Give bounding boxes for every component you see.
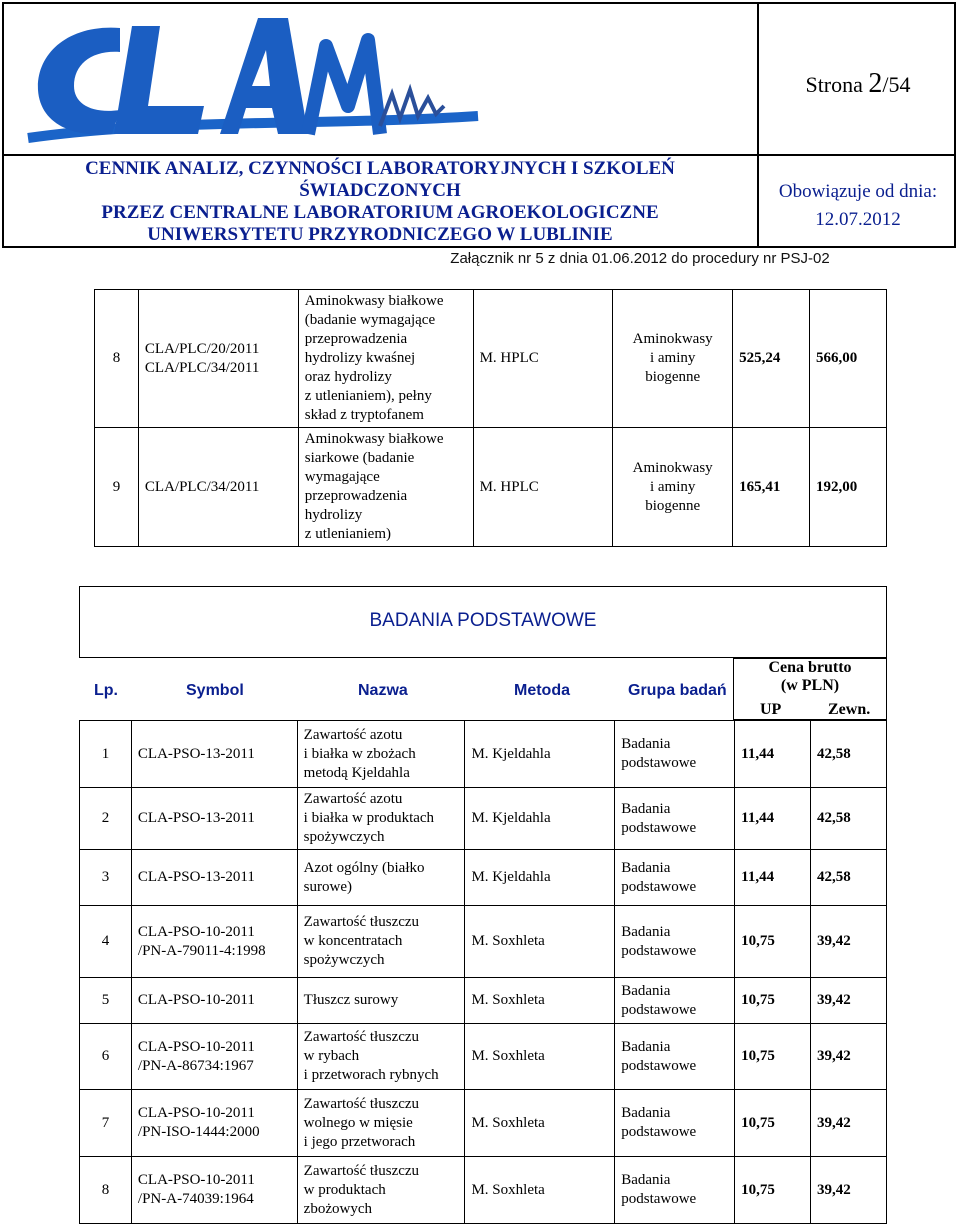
cell-group: Badania podstawowe [615,721,735,788]
cell-price-up: 10,75 [735,1090,811,1157]
cell-method: M. HPLC [473,428,613,547]
page-total: /54 [882,72,911,97]
cell-name: Zawartość azotu i białka w produktach spożywczych [297,788,465,850]
cell-lp: 3 [80,850,132,906]
table-row [95,290,887,428]
valid-label: Obowiązuje od dnia: [778,181,938,202]
annex-note: Załącznik nr 5 z dnia 01.06.2012 do procedury nr PSJ-02 [450,250,830,267]
cell-method: M. Soxhleta [465,906,615,978]
cell-price-zewn: 39,42 [811,978,887,1024]
table-row [80,850,887,906]
cell-lp: 7 [80,1090,132,1157]
validity [760,178,956,234]
cell-group: Badania podstawowe [615,1157,735,1224]
cell-name: Zawartość tłuszczu w produktach zbożowych [297,1157,465,1224]
title-line: PRZEZ CENTRALNE LABORATORIUM AGROEKOLOGICZNE [101,202,659,223]
table-row [95,428,887,547]
cell-symbol: CLA-PSO-10-2011 /PN-A-74039:1964 [131,1157,297,1224]
cell-group: Badania podstawowe [615,850,735,906]
cell-group: Badania podstawowe [615,788,735,850]
cla-logo [8,6,748,150]
basic-tests-table [79,720,887,1224]
cell-price-up: 10,75 [735,1024,811,1090]
cell-method: M. Soxhleta [465,978,615,1024]
cell-lp: 5 [80,978,132,1024]
cell-price-up: 11,44 [735,788,811,850]
cell-method: M. Soxhleta [465,1024,615,1090]
cell-symbol: CLA-PSO-13-2011 [131,850,297,906]
document-title [6,158,754,246]
cell-price-up: 10,75 [735,978,811,1024]
cell-lp: 2 [80,788,132,850]
cell-price-zewn: 39,42 [811,1090,887,1157]
cell-price-zewn: 566,00 [810,290,887,428]
title-line: UNIWERSYTETU PRZYRODNICZEGO W LUBLINIE [147,224,613,245]
cell-symbol: CLA/PLC/20/2011 CLA/PLC/34/2011 [138,290,298,428]
cell-lp: 4 [80,906,132,978]
cell-name: Zawartość tłuszczu wolnego w mięsie i jego przetworach [297,1090,465,1157]
cell-price-up: 11,44 [735,721,811,788]
cell-name: Zawartość azotu i białka w zbożach metodą Kjeldahla [297,721,465,788]
cell-symbol: CLA-PSO-13-2011 [131,721,297,788]
cell-method: M. Kjeldahla [465,850,615,906]
table-row [80,721,887,788]
cell-group: Badania podstawowe [615,1090,735,1157]
cell-name: Zawartość tłuszczu w koncentratach spożywczych [297,906,465,978]
cell-price-zewn: 39,42 [811,906,887,978]
cell-method: M. Kjeldahla [465,788,615,850]
cell-name: Tłuszcz surowy [297,978,465,1024]
title-line: ŚWIADCZONYCH [299,180,461,201]
header-vertical-divider [757,2,759,248]
cell-lp: 6 [80,1024,132,1090]
cell-price-up: 10,75 [735,1157,811,1224]
cell-price-zewn: 42,58 [811,788,887,850]
column-header-up: UP [760,701,782,718]
cell-name: Zawartość tłuszczu w rybach i przetworach rybnych [297,1024,465,1090]
page-current: 2 [868,68,883,99]
cell-lp: 1 [80,721,132,788]
cell-price-up: 525,24 [733,290,810,428]
cell-group: Aminokwasy i aminy biogenne [613,290,733,428]
column-header-lp: Lp. [94,682,118,699]
cell-symbol: CLA-PSO-10-2011 /PN-A-79011-4:1998 [131,906,297,978]
cell-price-zewn: 39,42 [811,1157,887,1224]
cell-lp: 8 [95,290,139,428]
cell-symbol: CLA-PSO-10-2011 [131,978,297,1024]
cell-group: Badania podstawowe [615,1024,735,1090]
cell-price-zewn: 42,58 [811,850,887,906]
table-row [80,978,887,1024]
column-header-symbol: Symbol [186,682,244,699]
amino-acids-table [94,289,887,547]
cell-group: Badania podstawowe [615,906,735,978]
column-header-method: Metoda [514,682,570,699]
cell-lp: 9 [95,428,139,547]
column-header-group: Grupa badań [628,682,727,699]
page-number [760,68,956,100]
title-line: CENNIK ANALIZ, CZYNNOŚCI LABORATORYJNYCH I SZKOLEŃ [85,158,675,179]
cell-method: M. Soxhleta [465,1157,615,1224]
header-divider [2,154,956,156]
cell-method: M. Soxhleta [465,1090,615,1157]
valid-date: 12.07.2012 [815,209,901,230]
cell-price-up: 165,41 [733,428,810,547]
cell-method: M. HPLC [473,290,613,428]
cell-lp: 8 [80,1157,132,1224]
cell-price-zewn: 192,00 [810,428,887,547]
column-header-price: Cena brutto (w PLN) [768,659,852,694]
column-header-zewn: Zewn. [828,701,871,718]
section-title: BADANIA PODSTAWOWE [369,610,597,631]
cell-name: Azot ogólny (białko surowe) [297,850,465,906]
cell-price-up: 10,75 [735,906,811,978]
cell-name: Aminokwasy białkowe siarkowe (badanie wymagające przeprowadzenia hydrolizy z utlenianiem) [298,428,473,547]
table-row [80,906,887,978]
table-row [80,788,887,850]
cell-group: Aminokwasy i aminy biogenne [613,428,733,547]
cell-symbol: CLA/PLC/34/2011 [138,428,298,547]
cell-method: M. Kjeldahla [465,721,615,788]
table-row [80,1024,887,1090]
cell-symbol: CLA-PSO-13-2011 [131,788,297,850]
table-row [80,1090,887,1157]
cell-group: Badania podstawowe [615,978,735,1024]
cell-price-zewn: 42,58 [811,721,887,788]
column-header-name: Nazwa [358,682,408,699]
cell-symbol: CLA-PSO-10-2011 /PN-ISO-1444:2000 [131,1090,297,1157]
cell-symbol: CLA-PSO-10-2011 /PN-A-86734:1967 [131,1024,297,1090]
table-row [80,1157,887,1224]
cell-name: Aminokwasy białkowe (badanie wymagające przeprowadzenia hydrolizy kwaśnej oraz hydrolizy z utlenianiem), pełny skład z tryptofanem [298,290,473,428]
page-label: Strona [805,72,863,97]
cell-price-up: 11,44 [735,850,811,906]
cell-price-zewn: 39,42 [811,1024,887,1090]
